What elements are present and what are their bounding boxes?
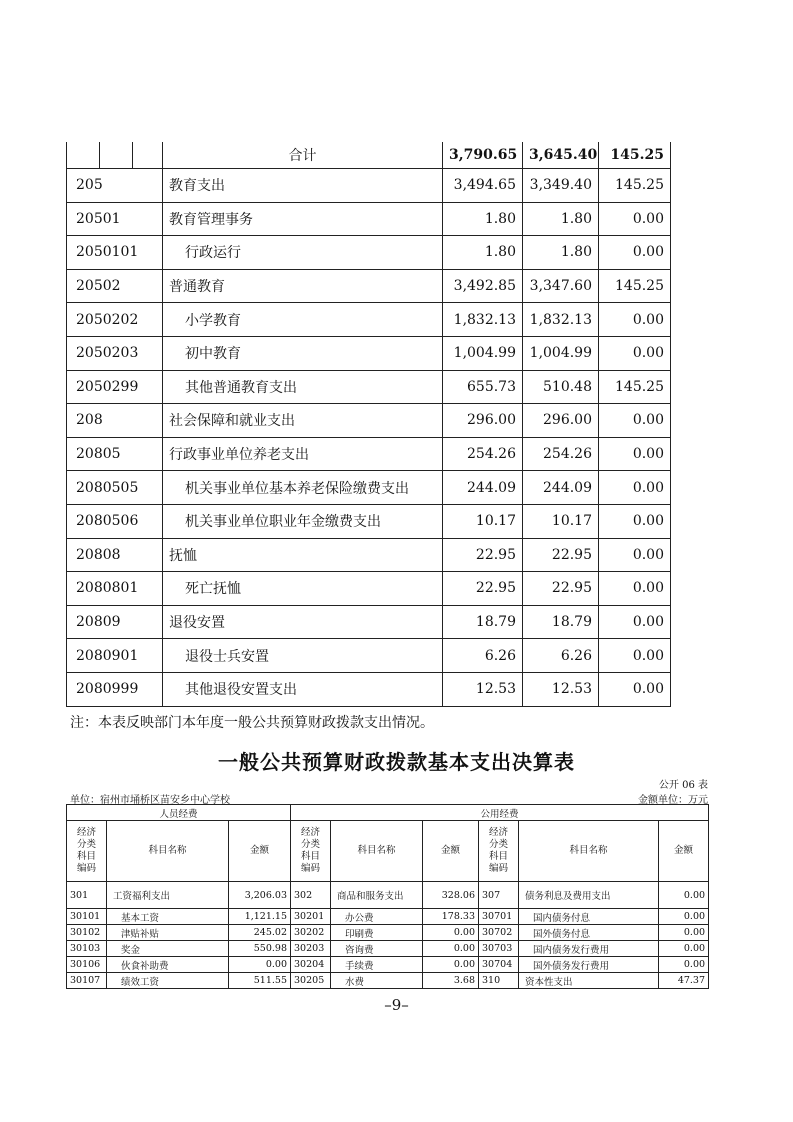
name-1: 津贴补贴 [107, 925, 229, 941]
name-2: 印刷费 [331, 925, 423, 941]
row-name: 抚恤 [163, 538, 443, 572]
amount-2: 178.33 [423, 909, 479, 925]
code-2: 30203 [291, 941, 331, 957]
row-value-1: 12.53 [443, 672, 523, 706]
row-value-1: 655.73 [443, 370, 523, 404]
table-row [67, 672, 671, 706]
row-value-1: 6.26 [443, 639, 523, 673]
header-name-1: 科目名称 [107, 821, 229, 882]
form-number: 公开 06 表 [658, 780, 708, 791]
table-row [67, 925, 709, 941]
name-3: 国内债务发行费用 [519, 941, 659, 957]
amount-2: 0.00 [423, 925, 479, 941]
total-code-stub [67, 142, 163, 169]
amount-1: 511.55 [229, 973, 291, 989]
row-value-2: 10.17 [523, 504, 599, 538]
row-value-2: 244.09 [523, 471, 599, 505]
total-value-1: 3,790.65 [443, 142, 523, 169]
total-value-2: 3,645.40 [523, 142, 599, 169]
row-value-1: 1,832.13 [443, 303, 523, 337]
name-3: 国外债务发行费用 [519, 957, 659, 973]
header-name-2: 科目名称 [331, 821, 423, 882]
row-name: 机关事业单位基本养老保险缴费支出 [163, 471, 443, 505]
name-1: 绩效工资 [107, 973, 229, 989]
row-code: 20805 [67, 437, 163, 471]
row-value-3: 145.25 [599, 269, 671, 303]
amount-1: 245.02 [229, 925, 291, 941]
amount-3: 0.00 [659, 941, 709, 957]
row-value-1: 18.79 [443, 605, 523, 639]
row-value-2: 18.79 [523, 605, 599, 639]
table-row [67, 909, 709, 925]
row-code: 20502 [67, 269, 163, 303]
row-value-1: 22.95 [443, 572, 523, 606]
row-value-3: 0.00 [599, 336, 671, 370]
row-value-2: 1,832.13 [523, 303, 599, 337]
table-row [67, 605, 671, 639]
name-3: 债务利息及费用支出 [519, 882, 659, 909]
row-code: 20501 [67, 202, 163, 236]
table-note: 注：本表反映部门本年度一般公共预算财政拨款支出情况。 [70, 715, 434, 731]
header-amount-2: 金额 [423, 821, 479, 882]
page-number: –9– [384, 996, 409, 1014]
row-name: 教育支出 [163, 169, 443, 203]
code-1: 30102 [67, 925, 107, 941]
row-value-2: 3,347.60 [523, 269, 599, 303]
row-value-2: 12.53 [523, 672, 599, 706]
name-3: 国内债务付息 [519, 909, 659, 925]
unit-label: 单位：宿州市埇桥区苗安乡中心学校 [70, 795, 230, 806]
row-value-1: 22.95 [443, 538, 523, 572]
row-code: 205 [67, 169, 163, 203]
table-row [67, 303, 671, 337]
row-name: 退役安置 [163, 605, 443, 639]
code-2: 30205 [291, 973, 331, 989]
amount-2: 328.06 [423, 882, 479, 909]
code-3: 30701 [479, 909, 519, 925]
row-value-1: 1.80 [443, 236, 523, 270]
row-code: 2080999 [67, 672, 163, 706]
row-value-3: 0.00 [599, 572, 671, 606]
row-value-2: 22.95 [523, 572, 599, 606]
total-label: 合计 [163, 142, 443, 169]
table-row [67, 973, 709, 989]
total-value-3: 145.25 [599, 142, 671, 169]
row-name: 普通教育 [163, 269, 443, 303]
code-1: 30107 [67, 973, 107, 989]
table-row [67, 202, 671, 236]
expenditure-table [66, 142, 671, 707]
row-code: 2050299 [67, 370, 163, 404]
row-name: 死亡抚恤 [163, 572, 443, 606]
name-2: 手续费 [331, 957, 423, 973]
table-row [67, 370, 671, 404]
row-code: 2080506 [67, 504, 163, 538]
row-value-2: 3,349.40 [523, 169, 599, 203]
row-value-1: 3,494.65 [443, 169, 523, 203]
row-name: 小学教育 [163, 303, 443, 337]
basic-expenditure-table [66, 804, 709, 989]
column-header-row [67, 821, 709, 882]
row-value-3: 0.00 [599, 639, 671, 673]
amount-1: 550.98 [229, 941, 291, 957]
header-amount-1: 金额 [229, 821, 291, 882]
page-title: 一般公共预算财政拨款基本支出决算表 [218, 750, 575, 774]
table-row [67, 236, 671, 270]
table-row [67, 404, 671, 438]
header-name-3: 科目名称 [519, 821, 659, 882]
row-code: 20808 [67, 538, 163, 572]
name-3: 资本性支出 [519, 973, 659, 989]
name-1: 奖金 [107, 941, 229, 957]
row-value-1: 1.80 [443, 202, 523, 236]
table-row [67, 572, 671, 606]
row-code: 208 [67, 404, 163, 438]
row-name: 退役士兵安置 [163, 639, 443, 673]
code-1: 30106 [67, 957, 107, 973]
amount-3: 0.00 [659, 909, 709, 925]
row-value-1: 296.00 [443, 404, 523, 438]
row-name: 初中教育 [163, 336, 443, 370]
name-3: 国外债务付息 [519, 925, 659, 941]
row-value-2: 1,004.99 [523, 336, 599, 370]
table-row [67, 269, 671, 303]
table-row [67, 437, 671, 471]
code-2: 30201 [291, 909, 331, 925]
amount-3: 47.37 [659, 973, 709, 989]
row-name: 教育管理事务 [163, 202, 443, 236]
row-name: 社会保障和就业支出 [163, 404, 443, 438]
row-value-1: 3,492.85 [443, 269, 523, 303]
amount-2: 0.00 [423, 957, 479, 973]
table-row [67, 639, 671, 673]
row-value-3: 0.00 [599, 236, 671, 270]
row-value-2: 1.80 [523, 202, 599, 236]
row-name: 行政运行 [163, 236, 443, 270]
row-value-3: 145.25 [599, 169, 671, 203]
amount-3: 0.00 [659, 957, 709, 973]
total-row [67, 142, 671, 169]
row-code: 20809 [67, 605, 163, 639]
table-row [67, 941, 709, 957]
amount-3: 0.00 [659, 882, 709, 909]
row-value-3: 0.00 [599, 538, 671, 572]
amount-2: 3.68 [423, 973, 479, 989]
row-name: 行政事业单位养老支出 [163, 437, 443, 471]
row-code: 2080901 [67, 639, 163, 673]
name-2: 商品和服务支出 [331, 882, 423, 909]
code-2: 30204 [291, 957, 331, 973]
row-code: 2080801 [67, 572, 163, 606]
row-value-2: 22.95 [523, 538, 599, 572]
table-row [67, 336, 671, 370]
name-2: 水费 [331, 973, 423, 989]
row-value-3: 0.00 [599, 404, 671, 438]
group-personnel: 人员经费 [67, 805, 291, 821]
header-code-3: 经济分类科目编码 [479, 821, 519, 882]
name-2: 咨询费 [331, 941, 423, 957]
amount-2: 0.00 [423, 941, 479, 957]
row-value-3: 0.00 [599, 672, 671, 706]
row-value-3: 0.00 [599, 303, 671, 337]
code-3: 310 [479, 973, 519, 989]
code-3: 30704 [479, 957, 519, 973]
row-code: 2050203 [67, 336, 163, 370]
code-2: 30202 [291, 925, 331, 941]
code-3: 307 [479, 882, 519, 909]
row-value-3: 0.00 [599, 202, 671, 236]
row-value-2: 254.26 [523, 437, 599, 471]
row-value-3: 145.25 [599, 370, 671, 404]
group-public: 公用经费 [291, 805, 709, 821]
row-value-2: 510.48 [523, 370, 599, 404]
code-1: 301 [67, 882, 107, 909]
code-3: 30702 [479, 925, 519, 941]
table-row [67, 504, 671, 538]
name-2: 办公费 [331, 909, 423, 925]
name-1: 基本工资 [107, 909, 229, 925]
table-row [67, 882, 709, 909]
name-1: 工资福利支出 [107, 882, 229, 909]
row-code: 2050202 [67, 303, 163, 337]
row-value-3: 0.00 [599, 504, 671, 538]
row-code: 2050101 [67, 236, 163, 270]
amount-1: 3,206.03 [229, 882, 291, 909]
row-name: 其他普通教育支出 [163, 370, 443, 404]
header-code-2: 经济分类科目编码 [291, 821, 331, 882]
row-name: 机关事业单位职业年金缴费支出 [163, 504, 443, 538]
table-row [67, 538, 671, 572]
code-1: 30101 [67, 909, 107, 925]
header-code-1: 经济分类科目编码 [67, 821, 107, 882]
amount-1: 0.00 [229, 957, 291, 973]
row-code: 2080505 [67, 471, 163, 505]
row-value-3: 0.00 [599, 471, 671, 505]
table-row [67, 169, 671, 203]
money-unit-label: 金额单位：万元 [638, 795, 708, 806]
table-row [67, 957, 709, 973]
row-value-3: 0.00 [599, 437, 671, 471]
row-value-2: 296.00 [523, 404, 599, 438]
row-value-1: 244.09 [443, 471, 523, 505]
header-amount-3: 金额 [659, 821, 709, 882]
row-value-2: 6.26 [523, 639, 599, 673]
amount-1: 1,121.15 [229, 909, 291, 925]
row-value-2: 1.80 [523, 236, 599, 270]
name-1: 伙食补助费 [107, 957, 229, 973]
code-3: 30703 [479, 941, 519, 957]
code-1: 30103 [67, 941, 107, 957]
row-name: 其他退役安置支出 [163, 672, 443, 706]
row-value-3: 0.00 [599, 605, 671, 639]
table-row [67, 471, 671, 505]
row-value-1: 10.17 [443, 504, 523, 538]
group-header-row [67, 805, 709, 821]
row-value-1: 1,004.99 [443, 336, 523, 370]
row-value-1: 254.26 [443, 437, 523, 471]
code-2: 302 [291, 882, 331, 909]
amount-3: 0.00 [659, 925, 709, 941]
